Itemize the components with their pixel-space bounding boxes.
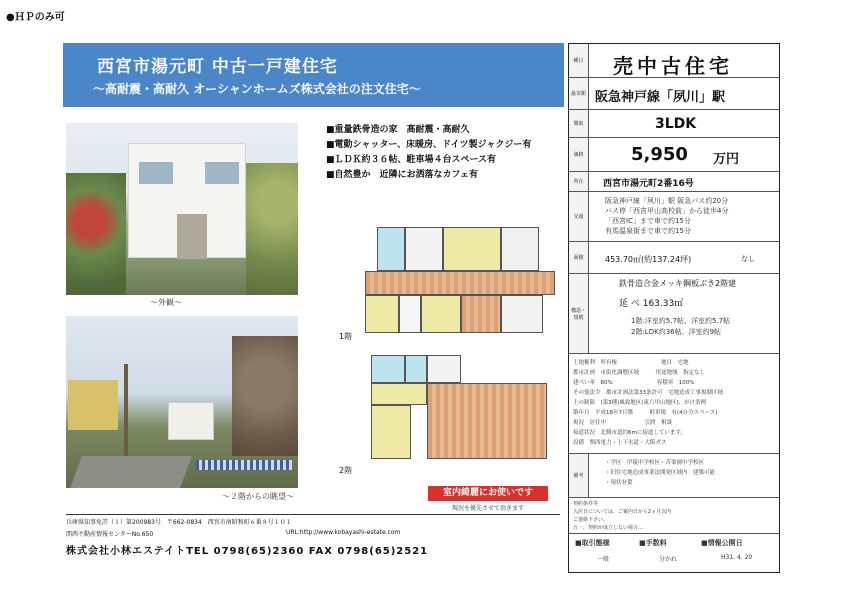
traffic-lines xyxy=(605,196,728,236)
notice-subtext: 現況を優先させて頂きます xyxy=(452,505,525,512)
details-row: その他法令 都市計画法第33条許可 宅地造成工事規制区域 xyxy=(573,390,724,396)
room-2f-a xyxy=(371,383,427,405)
spec-row-address xyxy=(569,172,779,192)
publish-value: H31. 4. 20 xyxy=(721,554,753,561)
details-row: 土地権利 所有権 地目 宅地 xyxy=(573,360,689,366)
spec-row-station xyxy=(569,78,779,110)
address-value: 西宮市湯元町2番16号 xyxy=(603,179,694,189)
room-1f-c xyxy=(365,295,399,333)
wash-2f xyxy=(427,355,461,383)
garden-trees xyxy=(66,173,126,295)
details-row: 築年月 平成18年7月築 駐車場 有(4台分スペース) xyxy=(573,410,718,416)
title-banner xyxy=(63,43,564,107)
spec-label: 種目 xyxy=(569,44,589,77)
feature-item: ■ＬＤＫ約３６帖、駐車場４台スペース有 xyxy=(326,155,497,165)
station-value: 阪急神戸線「夙川」駅 xyxy=(595,90,726,105)
view-caption: ～２階からの眺望～ xyxy=(222,492,294,501)
window xyxy=(139,162,173,184)
url-line: URL:http://www.kobayashi-estate.com xyxy=(286,529,401,536)
spec-label: 面積 xyxy=(569,242,589,273)
traffic-line: 有馬温泉街まで車で約15分 xyxy=(605,227,691,235)
spec-row-traffic xyxy=(569,192,779,242)
spec-label: 構造・規模 xyxy=(569,274,589,353)
terms-lines xyxy=(573,500,671,532)
license-line: 兵庫県知事免許（１）第200983号 〒662-0834 西宮市南昭和町６番８号１０１ xyxy=(66,519,292,526)
remark-line: ・学区 甲陵中学校区・苦楽園中学校区 xyxy=(605,460,705,466)
price-value: 5,950 xyxy=(631,144,688,165)
spec-row-price xyxy=(569,138,779,172)
type-value: 売中古住宅 xyxy=(613,54,733,78)
terms-line: 万一、契約が成立しない場合… xyxy=(573,525,644,531)
rooms-breakdown xyxy=(631,316,730,338)
terms-line: 契約条件等 xyxy=(573,501,599,507)
details-row: 上の制限 (第3種)風致地区(東六甲山地区)、がけ条例 xyxy=(573,400,707,406)
spec-label: 最寄駅 xyxy=(569,78,589,109)
spec-label: 交通 xyxy=(569,192,589,241)
ldk-2f xyxy=(427,383,547,459)
room-2f-b xyxy=(371,405,411,459)
hp-only-tag: ●ＨＰのみ可 xyxy=(6,12,65,23)
terms-line: ご連絡下さい。 xyxy=(573,517,609,523)
footer xyxy=(66,514,560,557)
feature-list xyxy=(326,123,531,183)
neighbor-house xyxy=(68,380,118,430)
traffic-line: バス停「西宮甲山高校前」から徒歩4分 xyxy=(605,207,729,215)
bath-2f xyxy=(371,355,405,383)
rooms-line: 1階:洋室約5.7帖、洋室約5.7帖 xyxy=(631,317,731,325)
publish-label: ■情報公開日 xyxy=(701,539,743,547)
exterior-photo xyxy=(66,123,298,295)
stair-hall xyxy=(405,227,443,271)
road xyxy=(70,456,192,488)
land-value: 453.70㎡(約137.24坪) xyxy=(605,255,692,264)
window xyxy=(205,162,239,184)
floor-area-value: 延 べ 163.33㎡ xyxy=(619,299,684,309)
spec-row-structure xyxy=(569,274,779,354)
details-table xyxy=(573,358,723,448)
rooms-line: 2階:LDK約36帖、洋室約9帖 xyxy=(631,328,722,336)
toilet-2f xyxy=(405,355,427,383)
spec-row-details xyxy=(569,354,779,454)
company-line: 株式会社小林エステイトTEL 0798(65)2360 FAX 0798(65)2521 xyxy=(66,546,429,557)
garage-floor xyxy=(365,271,555,295)
exterior-caption: ～外観～ xyxy=(150,298,182,307)
fee-value: 分かれ xyxy=(659,556,678,563)
spec-label: 間取 xyxy=(569,110,589,137)
house-facade xyxy=(128,143,246,258)
remark-line: ・現状有姿 xyxy=(605,480,633,486)
floor-plan xyxy=(339,221,559,475)
details-row: 設備 関西電力・上下水道・大阪ガス xyxy=(573,440,667,446)
spec-row-layout xyxy=(569,110,779,138)
traffic-line: 阪急神戸線「夙川」駅 阪急バス約20分 xyxy=(605,197,729,205)
tree xyxy=(232,336,298,456)
price-unit: 万円 xyxy=(713,152,740,167)
feature-item: ■重量鉄骨造の家 高耐震・高耐久 xyxy=(326,125,470,135)
neighbor-house xyxy=(168,402,214,440)
spec-row-type xyxy=(569,44,779,78)
hall xyxy=(461,295,501,333)
terms-line: 入居日については、ご案内日から2ヵ月以内 xyxy=(573,509,672,515)
floor1-label: 1階 xyxy=(339,332,353,341)
view-photo xyxy=(66,316,298,488)
details-row: 建ぺい率 60% 容積率 100% xyxy=(573,380,695,386)
feature-item: ■自然豊か 近隣にお洒落なカフェ有 xyxy=(326,170,479,180)
remarks-lines xyxy=(605,458,715,488)
structure-value: 鉄骨造合金メッキ鋼板ぶき2階建 xyxy=(619,279,737,288)
transaction-value: 一般 xyxy=(597,556,610,563)
assoc-line: 関西不動産情報センターNo.650 xyxy=(66,531,154,538)
fence xyxy=(196,460,292,470)
feature-item: ■電動シャッター、床暖房、ドイツ製ジャクジー有 xyxy=(326,140,532,150)
spec-label: 価格 xyxy=(569,138,589,171)
spec-row-land xyxy=(569,242,779,274)
room-1f-d xyxy=(421,295,461,333)
spec-row-remarks xyxy=(569,454,779,498)
spec-row-terms xyxy=(569,498,779,534)
spec-label: 所在 xyxy=(569,172,589,191)
spec-table xyxy=(568,43,780,573)
notice-badge: 室内綺麗にお使いです xyxy=(428,486,548,501)
land-extra: なし xyxy=(741,255,755,263)
property-title: 西宮市湯元町 中古一戸建住宅 xyxy=(97,57,338,77)
details-row: 都市計画 市街化調整区域 用途地域 指定なし xyxy=(573,370,706,376)
entrance xyxy=(177,214,207,259)
details-row: 現況 居住中 引渡 相談 xyxy=(573,420,673,426)
floor2-label: 2階 xyxy=(339,466,353,475)
closet xyxy=(399,295,421,333)
fee-label: ■手数料 xyxy=(639,539,667,547)
details-row: 接道状況 北側市道約6mに接道しています。 xyxy=(573,430,686,436)
bathroom xyxy=(377,227,405,271)
layout-value: 3LDK xyxy=(655,116,697,132)
property-subtitle: ～高耐震・高耐久 オーシャンホームズ株式会社の注文住宅～ xyxy=(93,82,421,96)
spec-row-transaction xyxy=(569,534,779,572)
traffic-line: 「西宮IC」まで車で約15分 xyxy=(605,217,691,225)
garden-trees xyxy=(246,163,298,295)
room-1f-e xyxy=(501,295,543,333)
room-1f-a xyxy=(443,227,501,271)
transaction-label: ■取引態様 xyxy=(575,539,610,547)
remark-line: ・旧住宅地造成事業法開発区域内 建築可能 xyxy=(605,470,716,476)
spec-label: 備考 xyxy=(569,454,589,497)
room-1f-b xyxy=(501,227,539,271)
